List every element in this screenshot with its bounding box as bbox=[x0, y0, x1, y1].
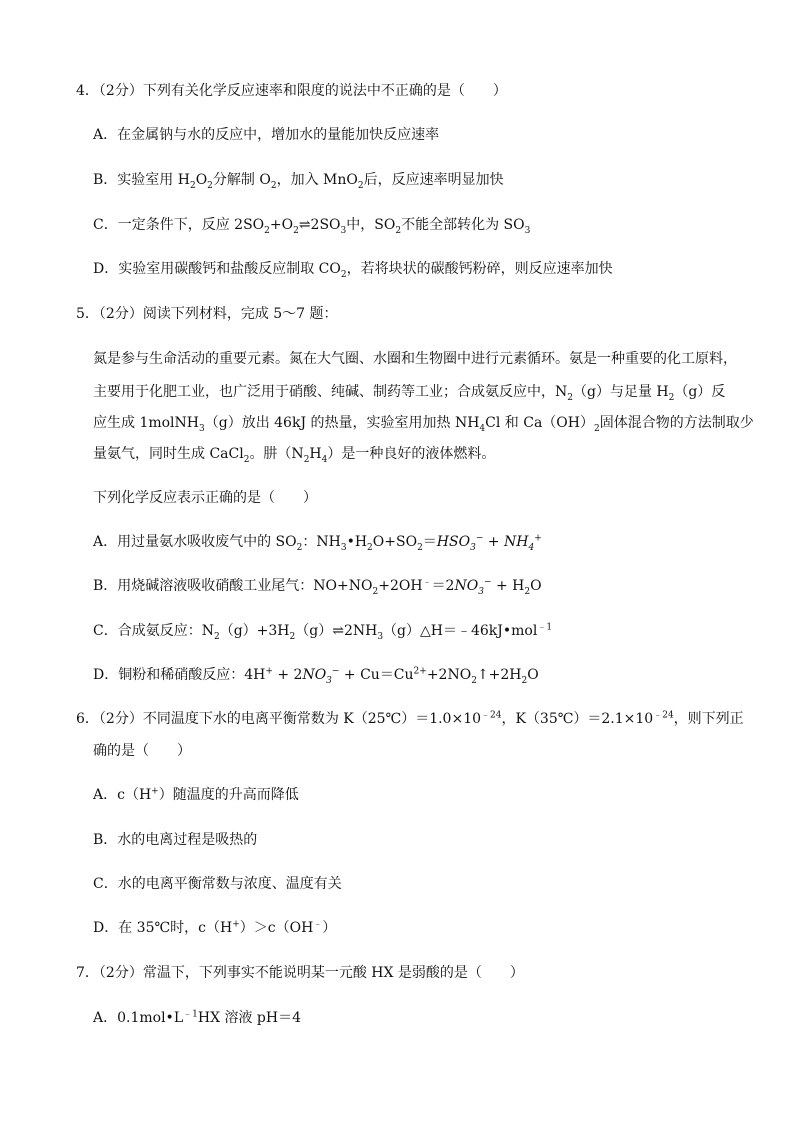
q5-material-line-3: 应生成 1molNH$_3$（g）放出 46kJ 的热量，实验室用加热 $NH_4Cl$ 和 $Ca(OH)_2$固体混合物的方法制取少 bbox=[93, 415, 754, 434]
q5-stem: 5．（2分）阅读下列材料，完成 5～7 题： bbox=[76, 306, 338, 322]
q5-material-line-1: 氮是参与生命活动的重要元素。氮在大气圈、水圈和生物圈中进行元素循环。氨是一种重要的化工原料， bbox=[93, 351, 737, 367]
q6-option-a: A．c（H+）随温度的升高而降低 bbox=[93, 786, 299, 803]
q5-material-line-4: 量氨气，同时生成 CaCl$_2$。肼$(N_2H_4)$是一种良好的液体燃料。 bbox=[93, 446, 496, 465]
q5-option-d: D．铜粉和稀硝酸反应：$4H^+ + 2NO_3^-$ + $Cu=Cu^{2+}+2NO_2↑+2H_2O$ bbox=[93, 666, 539, 686]
q5-question: 下列化学反应表示正确的是（ ） bbox=[93, 490, 317, 506]
q5-option-c: C．合成氨反应：$N_2(g)+3H_2(g)\rightleftharpoons 2NH_3(g)\triangle H=﹣46kJ•mol^{﹣1}$ bbox=[93, 622, 553, 642]
q6-stem-line-2: 确的是（ ） bbox=[93, 743, 191, 759]
q6-option-b: B．水的电离过程是吸热的 bbox=[93, 832, 258, 848]
q6-option-c: C．水的电离平衡常数与浓度、温度有关 bbox=[93, 876, 342, 892]
q6-stem-line-1: 6．（2分）不同温度下水的电离平衡常数为 $K(25℃)=1.0\times 10^{﹣24}$，$K(35℃)=2.1\times 10^{﹣24}$，则下列正 bbox=[76, 710, 744, 727]
q4-option-a: A．在金属钠与水的反应中，增加水的量能加快反应速率 bbox=[93, 127, 440, 143]
q4-option-d: D．实验室用碳酸钙和盐酸反应制取 $CO_2$，若将块状的碳酸钙粉碎，则反应速率加快 bbox=[93, 261, 613, 280]
q5-option-a: A．用过量氨水吸收废气中的 $SO_2$：$NH_3•H_2O+SO_2=HSO_3^- + NH_4^+$ bbox=[93, 533, 542, 553]
q4-option-b: B．实验室用 $H_2O_2$分解制 $O_2$，加入 MnO$_2$后，反应速率明显加快 bbox=[93, 172, 504, 191]
q7-option-a: A．$0.1mol•L^{﹣1}HX$ 溶液 pH＝4 bbox=[93, 1009, 302, 1026]
q5-option-b: B．用烧碱溶液吸收硝酸工业尾气：$NO+NO_2+2OH^﹣=2NO_3^- + H_2O$ bbox=[93, 577, 542, 597]
q7-stem: 7．（2分）常温下，下列事实不能说明某一元酸 HX 是弱酸的是（ ） bbox=[76, 965, 524, 981]
q4-option-c: C．一定条件下，反应 $2SO_2+O_2\rightleftharpoons 2SO_3$中，$SO_2$不能全部转化为 $SO_3$ bbox=[93, 217, 531, 236]
q6-option-d: D．在 35℃时，c（H+）＞c（OH﹣） bbox=[93, 919, 337, 936]
q4-stem: 4．（2分）下列有关化学反应速率和限度的说法中不正确的是（ ） bbox=[76, 83, 507, 99]
q5-material-line-2: 主要用于化肥工业，也广泛用于硝酸、纯碱、制药等工业；合成氨反应中，$N_2(g)$与足量 $H_2(g)$反 bbox=[93, 384, 726, 403]
